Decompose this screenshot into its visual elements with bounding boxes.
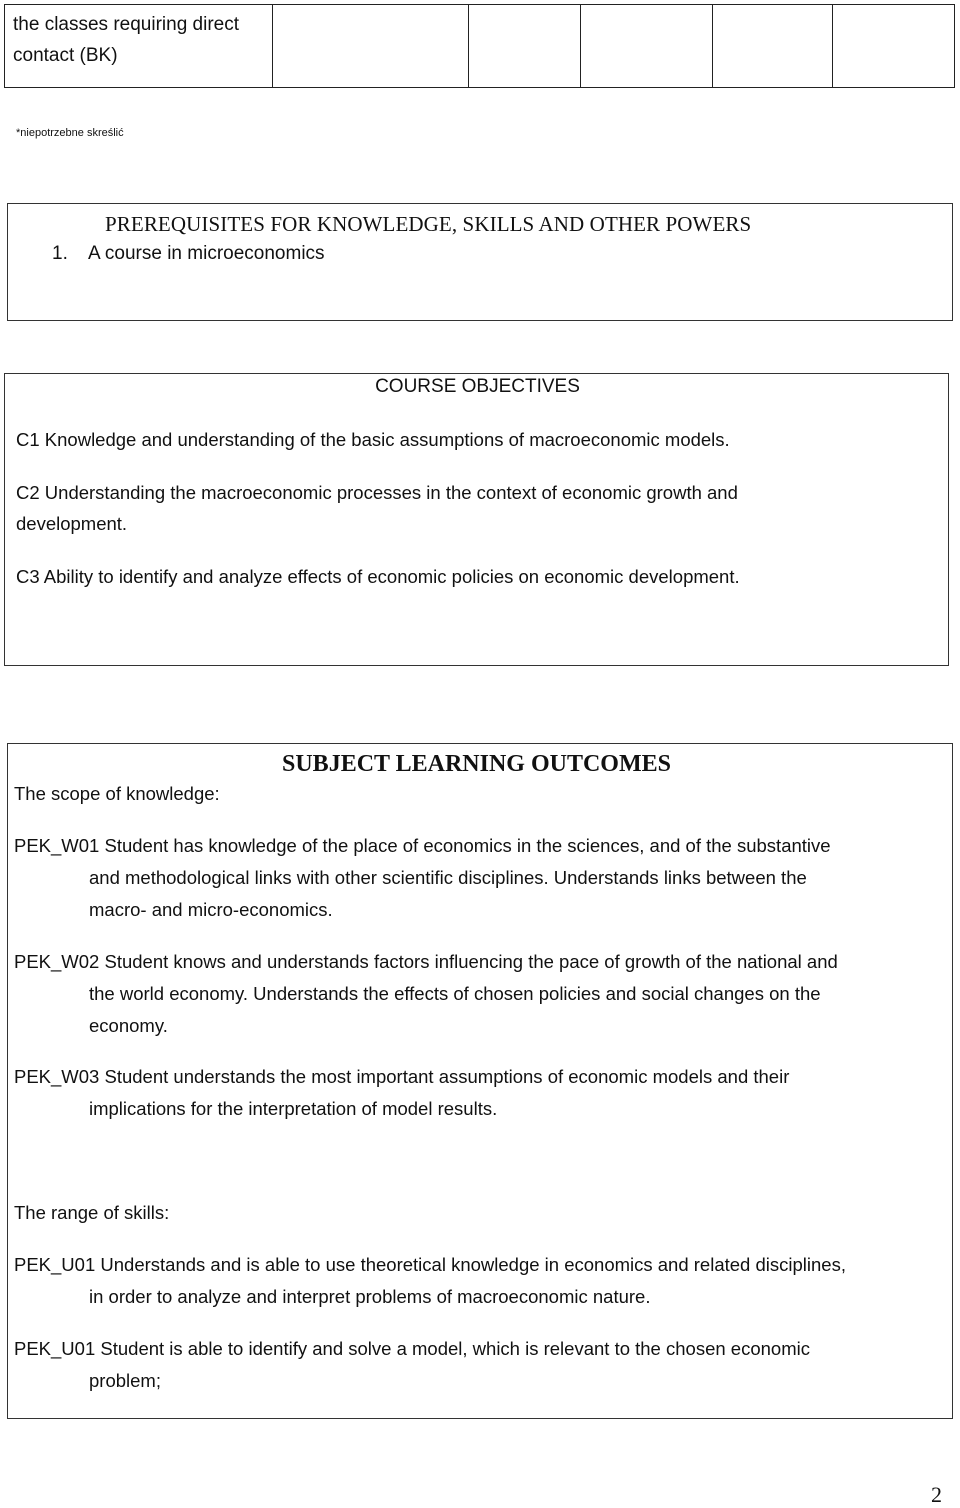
prerequisites-title: PREREQUISITES FOR KNOWLEDGE, SKILLS AND OTHER POWERS [105,212,752,236]
prerequisite-item [52,243,325,265]
prerequisite-number: 1. [52,243,68,264]
summary-table-row [4,4,955,88]
objective-line: development. [16,513,128,534]
footnote: *niepotrzebne skreślić [16,127,124,139]
outcome-line: problem; [89,1370,161,1391]
outcome-line: PEK_W03 Student understands the most important assumptions of economic models and their [14,1066,790,1087]
outcome-line: PEK_W01 Student has knowledge of the place of economics in the sciences, and of the substantive [14,835,831,856]
page-number: 2 [931,1482,942,1507]
outcome-line: macro- and micro-economics. [89,899,333,920]
outcome-pek-w01 [14,830,944,926]
outcome-line: PEK_U01 Understands and is able to use theoretical knowledge in economics and related disciplines, [14,1254,846,1275]
objective-c1: C1 Knowledge and understanding of the basic assumptions of macroeconomic models. [16,429,730,450]
outcome-line: the world economy. Understands the effects of chosen policies and social changes on the [89,983,821,1004]
table-cell-line: contact (BK) [13,45,118,66]
objectives-title: COURSE OBJECTIVES [375,376,580,397]
outcome-pek-u01-b [14,1333,944,1397]
outcome-line: implications for the interpretation of model results. [89,1098,498,1119]
outcome-pek-w02 [14,946,944,1042]
table-cell [581,5,713,87]
outcome-line: and methodological links with other scientific disciplines. Understands links between the [89,867,807,888]
objective-line: C2 Understanding the macroeconomic processes in the context of economic growth and [16,482,738,503]
table-cell [469,5,581,87]
objective-c3: C3 Ability to identify and analyze effects of economic policies on economic development. [16,566,740,587]
outcome-line: PEK_W02 Student knows and understands factors influencing the pace of growth of the national and [14,951,838,972]
outcome-pek-w03 [14,1061,944,1125]
table-cell-label [5,5,273,87]
table-cell [713,5,833,87]
outcome-pek-u01 [14,1249,944,1313]
skills-label: The range of skills: [14,1202,170,1223]
table-cell [833,5,954,87]
outcome-line: economy. [89,1015,168,1036]
outcomes-title: SUBJECT LEARNING OUTCOMES [282,751,671,777]
knowledge-label: The scope of knowledge: [14,783,220,804]
table-cell [273,5,469,87]
outcome-line: PEK_U01 Student is able to identify and solve a model, which is relevant to the chosen economic [14,1338,810,1359]
prerequisite-text: A course in microeconomics [88,243,325,264]
table-cell-line: the classes requiring direct [13,14,239,35]
objective-c2 [16,477,738,539]
outcome-line: in order to analyze and interpret problems of macroeconomic nature. [89,1286,651,1307]
